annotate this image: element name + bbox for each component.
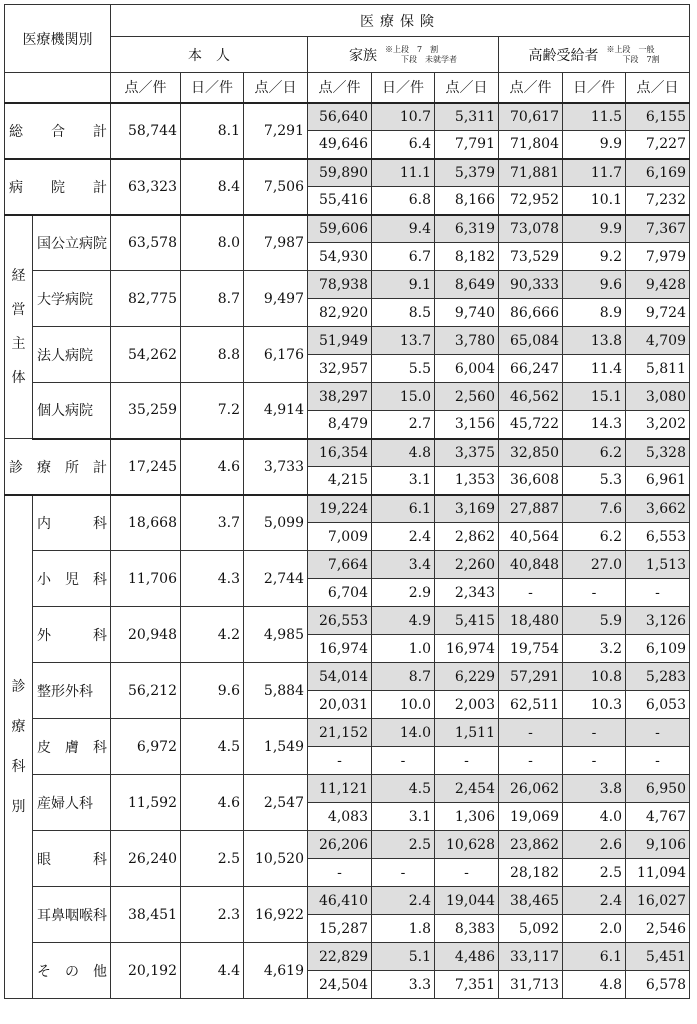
table-cell: 54,930 xyxy=(308,243,372,271)
table-cell: 6,004 xyxy=(435,355,499,383)
table-cell: 51,949 xyxy=(308,327,372,355)
table-cell: 63,578 xyxy=(111,215,181,271)
table-cell: 8.5 xyxy=(372,299,435,327)
table-cell: 2,260 xyxy=(435,551,499,579)
table-cell: 8.4 xyxy=(181,159,244,215)
table-cell: 4.0 xyxy=(563,803,626,831)
table-cell: 4,486 xyxy=(435,943,499,971)
table-cell: 6,169 xyxy=(626,159,690,187)
table-cell: 4.9 xyxy=(372,607,435,635)
table-cell: 9.6 xyxy=(181,663,244,719)
unit-header: 点／日 xyxy=(244,73,308,103)
table-cell: 3.1 xyxy=(372,467,435,495)
group-keiei xyxy=(5,215,33,439)
honnin-header: 本 人 xyxy=(111,37,308,73)
table-cell: 2,547 xyxy=(244,775,308,831)
table-row xyxy=(5,439,690,467)
table-cell: 6.2 xyxy=(563,439,626,467)
table-cell: 3.8 xyxy=(563,775,626,803)
table-cell: 70,617 xyxy=(499,103,563,131)
table-cell: 8.9 xyxy=(563,299,626,327)
table-cell: 11.4 xyxy=(563,355,626,383)
table-cell: 9,106 xyxy=(626,831,690,859)
table-cell: 9.2 xyxy=(563,243,626,271)
table-cell: 7,232 xyxy=(626,187,690,215)
table-cell: 6.1 xyxy=(372,495,435,523)
table-cell: 3,375 xyxy=(435,439,499,467)
table-cell: 5,328 xyxy=(626,439,690,467)
table-cell: 2.3 xyxy=(181,887,244,943)
table-cell: 6.1 xyxy=(563,943,626,971)
table-cell: 7,291 xyxy=(244,103,308,159)
row-label: 外 科 xyxy=(33,607,111,663)
table-row xyxy=(5,551,690,579)
table-cell: 32,850 xyxy=(499,439,563,467)
table-cell: 4.2 xyxy=(181,607,244,663)
table-cell: 8.0 xyxy=(181,215,244,271)
table-cell: 2,560 xyxy=(435,383,499,411)
table-cell: 3,733 xyxy=(244,439,308,495)
table-cell: 6,950 xyxy=(626,775,690,803)
table-cell: 20,031 xyxy=(308,691,372,719)
table-cell: 14.0 xyxy=(372,719,435,747)
table-cell: 7,791 xyxy=(435,131,499,159)
table-cell: 63,323 xyxy=(111,159,181,215)
table-row xyxy=(5,271,690,299)
row-label: 眼 科 xyxy=(33,831,111,887)
table-cell: 49,646 xyxy=(308,131,372,159)
row-label: 内 科 xyxy=(33,495,111,551)
table-cell: 26,062 xyxy=(499,775,563,803)
table-row xyxy=(5,719,690,747)
insurance-header: 医療保険 xyxy=(111,5,690,37)
table-cell: 5.5 xyxy=(372,355,435,383)
medical-insurance-table xyxy=(4,4,690,999)
table-cell: 2.4 xyxy=(563,887,626,915)
table-cell: 6,704 xyxy=(308,579,372,607)
table-cell: 10.3 xyxy=(563,691,626,719)
row-label: 産婦人科 xyxy=(33,775,111,831)
table-cell: 62,511 xyxy=(499,691,563,719)
table-cell: 73,078 xyxy=(499,215,563,243)
table-cell: 11,094 xyxy=(626,859,690,887)
table-cell: 2.5 xyxy=(372,831,435,859)
table-cell: 19,224 xyxy=(308,495,372,523)
table-cell: 20,192 xyxy=(111,943,181,999)
table-cell: 5,415 xyxy=(435,607,499,635)
table-cell: 38,451 xyxy=(111,887,181,943)
kazoku-header xyxy=(308,37,499,73)
table-cell: 16,974 xyxy=(435,635,499,663)
table-cell: 19,754 xyxy=(499,635,563,663)
table-cell: 82,775 xyxy=(111,271,181,327)
table-cell: 26,240 xyxy=(111,831,181,887)
table-cell: 56,640 xyxy=(308,103,372,131)
table-cell: 23,862 xyxy=(499,831,563,859)
table-cell: 3.4 xyxy=(372,551,435,579)
table-cell: 19,044 xyxy=(435,887,499,915)
table-cell: 16,027 xyxy=(626,887,690,915)
table-cell: 72,952 xyxy=(499,187,563,215)
table-cell: 2.9 xyxy=(372,579,435,607)
table-cell: 11,706 xyxy=(111,551,181,607)
table-cell: 9.4 xyxy=(372,215,435,243)
table-cell: 54,014 xyxy=(308,663,372,691)
table-cell: 9.6 xyxy=(563,271,626,299)
table-cell: 73,529 xyxy=(499,243,563,271)
table-cell: 3,662 xyxy=(626,495,690,523)
table-cell: 7,351 xyxy=(435,971,499,999)
table-cell: 2.6 xyxy=(563,831,626,859)
table-cell: 13.7 xyxy=(372,327,435,355)
table-cell: 54,262 xyxy=(111,327,181,383)
unit-header: 点／日 xyxy=(626,73,690,103)
table-cell: 90,333 xyxy=(499,271,563,299)
table-cell: 5,099 xyxy=(244,495,308,551)
table-cell: 6,319 xyxy=(435,215,499,243)
table-cell: 18,480 xyxy=(499,607,563,635)
table-cell: 4.8 xyxy=(563,971,626,999)
table-cell: 9.1 xyxy=(372,271,435,299)
table-cell: 2.5 xyxy=(181,831,244,887)
table-cell: 8,479 xyxy=(308,411,372,439)
table-cell: 3,156 xyxy=(435,411,499,439)
table-cell: 4,619 xyxy=(244,943,308,999)
table-cell: 6,553 xyxy=(626,523,690,551)
row-label: そ の 他 xyxy=(33,943,111,999)
table-cell: 27,887 xyxy=(499,495,563,523)
table-cell: 8,166 xyxy=(435,187,499,215)
table-cell: - xyxy=(626,747,690,775)
table-cell: 4.4 xyxy=(181,943,244,999)
row-label: 個人病院 xyxy=(33,383,111,439)
table-cell: 21,152 xyxy=(308,719,372,747)
table-cell: 8,649 xyxy=(435,271,499,299)
table-cell: 1,549 xyxy=(244,719,308,775)
table-cell: 4.3 xyxy=(181,551,244,607)
table-cell: 57,291 xyxy=(499,663,563,691)
table-row xyxy=(5,831,690,859)
table-cell: 2.4 xyxy=(372,523,435,551)
table-cell: 3,202 xyxy=(626,411,690,439)
table-cell: 9,497 xyxy=(244,271,308,327)
table-cell: 15,287 xyxy=(308,915,372,943)
table-cell: 5,092 xyxy=(499,915,563,943)
table-cell: 4,215 xyxy=(308,467,372,495)
table-cell: - xyxy=(626,719,690,747)
table-cell: 86,666 xyxy=(499,299,563,327)
table-cell: 27.0 xyxy=(563,551,626,579)
table-cell: 46,562 xyxy=(499,383,563,411)
table-cell: 9,724 xyxy=(626,299,690,327)
table-cell: 1.0 xyxy=(372,635,435,663)
table-cell: 8.7 xyxy=(181,271,244,327)
table-cell: 24,504 xyxy=(308,971,372,999)
row-label: 皮 膚 科 xyxy=(33,719,111,775)
table-cell: 10.0 xyxy=(372,691,435,719)
table-cell: 45,722 xyxy=(499,411,563,439)
table-cell: 8.8 xyxy=(181,327,244,383)
row-label: 法人病院 xyxy=(33,327,111,383)
table-cell: 4,985 xyxy=(244,607,308,663)
table-cell: 40,848 xyxy=(499,551,563,579)
row-label: 小 児 科 xyxy=(33,551,111,607)
table-row xyxy=(5,327,690,355)
table-cell: 3,780 xyxy=(435,327,499,355)
table-cell: 9.9 xyxy=(563,215,626,243)
table-row xyxy=(5,887,690,915)
table-cell: 28,182 xyxy=(499,859,563,887)
table-cell: 4.6 xyxy=(181,439,244,495)
table-cell: 5,379 xyxy=(435,159,499,187)
table-row xyxy=(5,943,690,971)
row-label: 診 療 所 計 xyxy=(5,439,111,495)
table-cell: 46,410 xyxy=(308,887,372,915)
table-cell: 4,083 xyxy=(308,803,372,831)
group-shinryouka xyxy=(5,495,33,999)
table-cell: 4,914 xyxy=(244,383,308,439)
table-cell: 5,283 xyxy=(626,663,690,691)
table-cell: 10.1 xyxy=(563,187,626,215)
group-label: 診療科別 xyxy=(11,678,26,815)
table-cell: 11.7 xyxy=(563,159,626,187)
table-cell: 38,297 xyxy=(308,383,372,411)
table-cell: 71,881 xyxy=(499,159,563,187)
table-cell: 5.3 xyxy=(563,467,626,495)
table-cell: 3.7 xyxy=(181,495,244,551)
table-cell: 1.8 xyxy=(372,915,435,943)
unit-header: 点／日 xyxy=(435,73,499,103)
table-cell: 6,972 xyxy=(111,719,181,775)
table-cell: 2,744 xyxy=(244,551,308,607)
table-cell: 7,979 xyxy=(626,243,690,271)
unit-header: 日／件 xyxy=(181,73,244,103)
table-cell: - xyxy=(626,579,690,607)
table-cell: 35,259 xyxy=(111,383,181,439)
table-cell: 59,890 xyxy=(308,159,372,187)
table-cell: - xyxy=(499,747,563,775)
table-cell: 40,564 xyxy=(499,523,563,551)
table-cell: 2.5 xyxy=(563,859,626,887)
table-cell: 26,553 xyxy=(308,607,372,635)
unit-header: 点／件 xyxy=(111,73,181,103)
table-cell: 15.1 xyxy=(563,383,626,411)
table-cell: 56,212 xyxy=(111,663,181,719)
table-cell: 5.1 xyxy=(372,943,435,971)
table-cell: 7,506 xyxy=(244,159,308,215)
table-cell: 82,920 xyxy=(308,299,372,327)
table-cell: - xyxy=(563,747,626,775)
table-cell: 11,121 xyxy=(308,775,372,803)
table-cell: 1,513 xyxy=(626,551,690,579)
table-cell: 32,957 xyxy=(308,355,372,383)
row-label: 病 院 計 xyxy=(5,159,111,215)
table-cell: 58,744 xyxy=(111,103,181,159)
table-cell: 55,416 xyxy=(308,187,372,215)
table-cell: 3.2 xyxy=(563,635,626,663)
table-cell: 6.2 xyxy=(563,523,626,551)
table-cell: 71,804 xyxy=(499,131,563,159)
table-cell: 1,306 xyxy=(435,803,499,831)
table-cell: 66,247 xyxy=(499,355,563,383)
table-cell: 16,922 xyxy=(244,887,308,943)
koureki-note-lower: 下段 7割 xyxy=(622,54,660,64)
table-cell: 19,069 xyxy=(499,803,563,831)
table-cell: 9,428 xyxy=(626,271,690,299)
table-cell: 1,353 xyxy=(435,467,499,495)
table-row xyxy=(5,383,690,411)
unit-header: 点／件 xyxy=(499,73,563,103)
table-cell: 5,311 xyxy=(435,103,499,131)
table-cell: 18,668 xyxy=(111,495,181,551)
table-cell: 3,169 xyxy=(435,495,499,523)
unit-header: 日／件 xyxy=(372,73,435,103)
kazoku-title: 家族 xyxy=(349,47,377,64)
table-cell: 59,606 xyxy=(308,215,372,243)
table-cell: 11.1 xyxy=(372,159,435,187)
table-row xyxy=(5,495,690,523)
table-cell: 2,003 xyxy=(435,691,499,719)
table-cell: 16,354 xyxy=(308,439,372,467)
table-row xyxy=(5,103,690,131)
table-cell: 9.9 xyxy=(563,131,626,159)
row-label: 整形外科 xyxy=(33,663,111,719)
table-cell: 4.8 xyxy=(372,439,435,467)
table-cell: 6.4 xyxy=(372,131,435,159)
table-cell: 2,343 xyxy=(435,579,499,607)
table-cell: 7,664 xyxy=(308,551,372,579)
unit-header: 点／件 xyxy=(308,73,372,103)
kazoku-note-upper: ※上段 7 割 xyxy=(385,44,439,54)
table-cell: 2,454 xyxy=(435,775,499,803)
units-spacer xyxy=(5,73,111,103)
table-cell: 7.2 xyxy=(181,383,244,439)
table-cell: 65,084 xyxy=(499,327,563,355)
table-cell: 1,511 xyxy=(435,719,499,747)
table-cell: - xyxy=(563,719,626,747)
group-label: 経営主体 xyxy=(11,267,26,386)
table-cell: 4.6 xyxy=(181,775,244,831)
table-cell: - xyxy=(308,859,372,887)
table-cell: 2.7 xyxy=(372,411,435,439)
table-cell: 10,628 xyxy=(435,831,499,859)
table-cell: 7,367 xyxy=(626,215,690,243)
table-cell: 6,053 xyxy=(626,691,690,719)
table-cell: 33,117 xyxy=(499,943,563,971)
table-cell: 3,080 xyxy=(626,383,690,411)
table-cell: 10.7 xyxy=(372,103,435,131)
table-cell: 4.5 xyxy=(372,775,435,803)
table-cell: 2.4 xyxy=(372,887,435,915)
table-row xyxy=(5,215,690,243)
table-cell: - xyxy=(563,579,626,607)
table-row xyxy=(5,775,690,803)
table-cell: 10,520 xyxy=(244,831,308,887)
row-label: 耳鼻咽喉科 xyxy=(33,887,111,943)
table-cell: 5.9 xyxy=(563,607,626,635)
table-cell: - xyxy=(435,859,499,887)
table-cell: 16,974 xyxy=(308,635,372,663)
table-cell: - xyxy=(499,719,563,747)
table-cell: 4,709 xyxy=(626,327,690,355)
table-cell: 8,383 xyxy=(435,915,499,943)
table-cell: 11,592 xyxy=(111,775,181,831)
koureki-note-upper: ※上段 一般 xyxy=(606,44,655,54)
table-cell: 8.7 xyxy=(372,663,435,691)
table-cell: 4,767 xyxy=(626,803,690,831)
koureki-header xyxy=(499,37,690,73)
table-cell: 3.1 xyxy=(372,803,435,831)
row-label: 国公立病院 xyxy=(33,215,111,271)
table-cell: 8.1 xyxy=(181,103,244,159)
table-cell: - xyxy=(372,859,435,887)
table-row xyxy=(5,159,690,187)
table-cell: 13.8 xyxy=(563,327,626,355)
table-cell: 14.3 xyxy=(563,411,626,439)
table-cell: 7,227 xyxy=(626,131,690,159)
table-cell: 26,206 xyxy=(308,831,372,859)
koureki-title: 高齢受給者 xyxy=(528,47,599,64)
table-cell: 6,155 xyxy=(626,103,690,131)
table-cell: 7,009 xyxy=(308,523,372,551)
table-cell: 20,948 xyxy=(111,607,181,663)
table-cell: 6,229 xyxy=(435,663,499,691)
table-cell: 7,987 xyxy=(244,215,308,271)
row-label: 大学病院 xyxy=(33,271,111,327)
table-cell: 15.0 xyxy=(372,383,435,411)
table-cell: 36,608 xyxy=(499,467,563,495)
table-cell: 17,245 xyxy=(111,439,181,495)
table-row xyxy=(5,607,690,635)
row-label: 総 合 計 xyxy=(5,103,111,159)
table-cell: 8,182 xyxy=(435,243,499,271)
table-cell: 2.0 xyxy=(563,915,626,943)
kazoku-note-lower: 下段 未就学者 xyxy=(401,54,457,64)
table-cell: 11.5 xyxy=(563,103,626,131)
table-row xyxy=(5,663,690,691)
table-cell: 9,740 xyxy=(435,299,499,327)
table-cell: 31,713 xyxy=(499,971,563,999)
table-cell: 5,884 xyxy=(244,663,308,719)
table-cell: 5,811 xyxy=(626,355,690,383)
table-cell: 5,451 xyxy=(626,943,690,971)
table-cell: 6,109 xyxy=(626,635,690,663)
table-cell: 6.7 xyxy=(372,243,435,271)
table-cell: 3.3 xyxy=(372,971,435,999)
table-cell: 2,862 xyxy=(435,523,499,551)
table-cell: 7.6 xyxy=(563,495,626,523)
table-cell: 6,578 xyxy=(626,971,690,999)
table-cell: 6.8 xyxy=(372,187,435,215)
table-cell: - xyxy=(435,747,499,775)
table-cell: 78,938 xyxy=(308,271,372,299)
unit-header: 日／件 xyxy=(563,73,626,103)
table-cell: 38,465 xyxy=(499,887,563,915)
category-header: 医療機関別 xyxy=(5,5,111,73)
table-cell: 6,961 xyxy=(626,467,690,495)
table-cell: 3,126 xyxy=(626,607,690,635)
table-cell: 4.5 xyxy=(181,719,244,775)
table-cell: - xyxy=(499,579,563,607)
table-cell: 2,546 xyxy=(626,915,690,943)
table-cell: 22,829 xyxy=(308,943,372,971)
table-cell: 10.8 xyxy=(563,663,626,691)
table-cell: - xyxy=(308,747,372,775)
table-cell: - xyxy=(372,747,435,775)
table-cell: 6,176 xyxy=(244,327,308,383)
